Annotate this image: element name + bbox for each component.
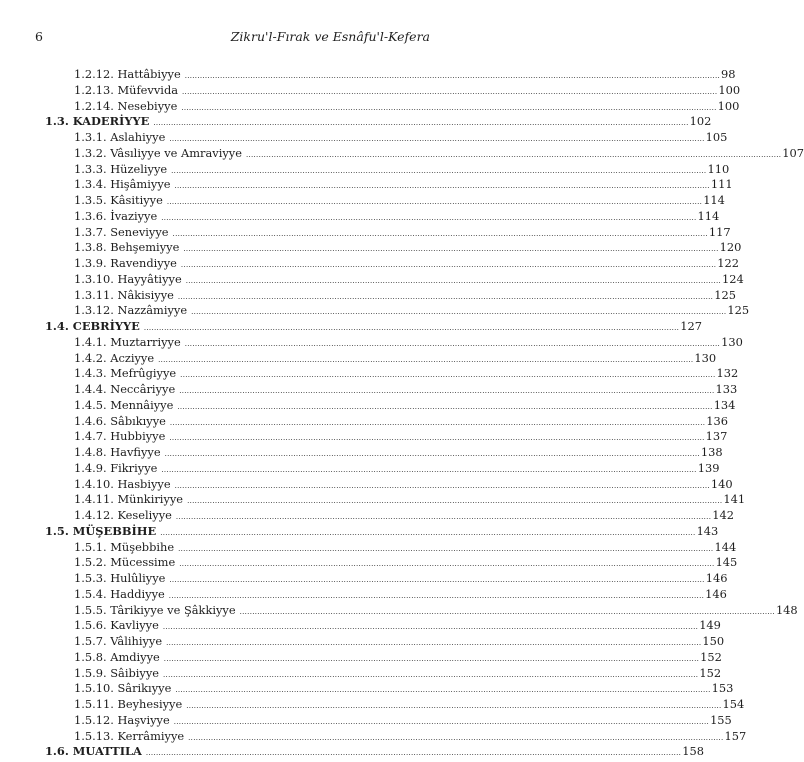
dot-leader: .................................................................................................................................................................................................................... [160,528,696,537]
toc-entry-label: 1.3.10. Hayyâtiyye [74,271,182,286]
toc-page-number: 110 [707,161,730,176]
dot-leader: .................................................................................................................................................................................................................... [158,355,694,364]
toc-entry-row [45,712,732,729]
dot-leader: .................................................................................................................................................................................................................... [188,733,724,742]
toc-entry-label: 1.5.1. Müşebbihe [74,539,175,554]
dot-leader: .................................................................................................................................................................................................................... [171,166,707,175]
toc-entry-label: 1.5.6. Kavliyye [74,618,159,633]
toc-page-number: 158 [682,744,704,759]
toc-page-number: 137 [705,429,728,444]
dot-leader: .................................................................................................................................................................................................................... [173,717,710,726]
toc-entry-row [45,555,738,571]
toc-entry-label: 1.5. MÜŞEBBİHE [45,523,157,538]
toc-entry-row [45,429,728,445]
toc-entry-label: 1.5.12. Haşviyye [74,712,170,727]
toc-entry-row [45,634,725,650]
dot-leader: .................................................................................................................................................................................................................... [239,607,775,616]
toc-page-number: 105 [705,130,728,144]
toc-entry-label: 1.4.10. Hasbiyye [74,476,171,491]
toc-entry-label: 1.3.4. Hişâmiyye [74,177,171,192]
toc-page-number: 130 [694,350,717,365]
toc-page-number: 125 [714,287,736,302]
toc-entry-row [45,161,730,178]
toc-entry-row [45,681,734,697]
toc-entry-label: 1.3.8. Behşemiyye [74,240,180,255]
dot-leader: .................................................................................................................................................................................................................... [191,308,727,317]
toc-entry-label: 1.4. CEBRİYYE [45,319,140,333]
toc-entry-label: 1.5.3. Hulûliyye [74,571,166,585]
page-header [35,29,430,45]
toc-entry-row [45,382,738,398]
toc-entry-label: 1.2.12. Hattâbiyye [74,67,181,81]
toc-entry-row [45,98,740,115]
toc-entry-row [45,271,744,288]
dot-leader: .................................................................................................................................................................................................................... [143,324,680,332]
toc-page-number: 114 [703,193,725,207]
toc-entry-row [45,665,722,682]
toc-entry-label: 1.2.14. Nesebiyye [74,98,178,113]
dot-leader: .................................................................................................................................................................................................................... [180,261,717,269]
dot-leader: .................................................................................................................................................................................................................... [163,654,700,663]
toc-entry-row [45,728,747,745]
toc-entry-label: 1.5.13. Kerrâmiyye [74,728,185,743]
dot-leader: .................................................................................................................................................................................................................... [164,450,700,458]
running-title: Zikru'l-Fırak ve Esnâfu'l-Kefera [230,29,430,44]
toc-entry-row [45,193,725,209]
page-number: 6 [35,29,43,44]
toc-entry-row [45,492,746,508]
toc-section-row [45,744,704,760]
toc-entry-row [45,366,739,382]
dot-leader: .................................................................................................................................................................................................................... [163,670,699,679]
toc-page-number: 152 [700,649,722,664]
toc-entry-label: 1.4.7. Hubbiyye [74,429,166,444]
dot-leader: .................................................................................................................................................................................................................... [174,481,710,490]
toc-page-number: 136 [706,413,728,428]
dot-leader: .................................................................................................................................................................................................................... [168,591,705,600]
dot-leader: .................................................................................................................................................................................................................... [178,544,714,553]
toc-entry-label: 1.3.12. Nazzâmiyye [74,303,188,318]
toc-page-number: 125 [727,303,750,318]
dot-leader: .................................................................................................................................................................................................................... [182,87,718,96]
toc-entry-label: 1.4.6. Sâbıkıyye [74,413,166,428]
toc-page-number: 111 [710,177,733,192]
dot-leader: .................................................................................................................................................................................................................... [185,276,722,285]
toc-page-number: 149 [699,618,721,633]
toc-entry-row [45,397,736,414]
toc-entry-row [45,649,722,666]
toc-entry-label: 1.4.5. Mennâiyye [74,397,174,412]
dot-leader: .................................................................................................................................................................................................................... [184,72,721,80]
dot-leader: .................................................................................................................................................................................................................... [177,292,714,301]
toc-page-number: 127 [680,319,702,333]
toc-page-number: 120 [719,240,742,255]
dot-leader: .................................................................................................................................................................................................................... [186,702,722,710]
toc-entry-label: 1.4.3. Mefrûgiyye [74,366,177,381]
dot-leader: .................................................................................................................................................................................................................... [183,245,719,254]
toc-page-number: 139 [697,460,720,475]
toc-page-number: 107 [782,145,804,160]
toc-entry-row [45,350,717,367]
toc-page-number: 153 [711,681,734,696]
dot-leader: .................................................................................................................................................................................................................... [177,402,713,411]
toc-entry-label: 1.5.11. Beyhesiyye [74,697,183,711]
toc-entry-row [45,508,734,524]
toc-entry-label: 1.4.12. Keseliyye [74,508,172,522]
toc-entry-label: 1.4.9. Fikriyye [74,460,158,475]
dot-leader: .................................................................................................................................................................................................................... [169,576,705,584]
toc-entry-label: 1.4.1. Muztarriyye [74,334,181,349]
toc-page-number: 145 [715,555,738,570]
dot-leader: .................................................................................................................................................................................................................... [169,418,706,427]
toc-entry-row [45,67,736,83]
toc-entry-label: 1.3.1. Aslahiyye [74,130,166,144]
dot-leader: .................................................................................................................................................................................................................... [174,182,710,191]
toc-entry-row [45,571,728,587]
toc-entry-label: 1.5.8. Amdiyye [74,649,160,664]
dot-leader: .................................................................................................................................................................................................................... [161,465,697,474]
toc-page-number: 154 [722,697,745,711]
dot-leader: .................................................................................................................................................................................................................... [181,103,717,112]
toc-entry-row [45,697,745,713]
toc-entry-label: 1.5.5. Târikiyye ve Şâkkiyye [74,602,236,617]
toc-page-number: 138 [700,445,723,459]
dot-leader: .................................................................................................................................................................................................................... [175,686,711,695]
toc-entry-row [45,539,737,556]
toc-page-number: 98 [721,67,736,81]
toc-page-number: 114 [697,208,720,223]
toc-entry-label: 1.3.6. İvaziyye [74,208,158,223]
toc-entry-row [45,618,721,634]
toc-entry-row [45,224,731,241]
toc-entry-row [45,460,720,477]
toc-page-number: 132 [716,366,739,381]
toc-page-number: 124 [722,271,744,286]
toc-page-number: 117 [708,224,731,239]
toc-section-row [45,319,702,335]
toc-page-number: 122 [717,256,739,270]
toc-entry-label: 1.3.7. Seneviyye [74,224,169,239]
toc-entry-row [45,602,798,619]
toc-page-number: 146 [705,571,728,585]
dot-leader: .................................................................................................................................................................................................................... [187,497,723,506]
toc-entry-row [45,208,720,225]
dot-leader: .................................................................................................................................................................................................................... [153,119,689,128]
toc-page-number: 100 [718,82,741,97]
toc-page-number: 146 [705,586,727,601]
dot-leader: .................................................................................................................................................................................................................... [172,229,708,238]
toc-entry-row [45,256,739,272]
toc-page-number: 102 [689,114,712,129]
toc-entry-row [45,240,742,256]
toc-entry-row [45,303,750,319]
toc-entry-label: 1.4.11. Münkiriyye [74,492,184,507]
toc-page-number: 130 [721,334,743,349]
toc-page-number: 141 [723,492,746,507]
toc-entry-label: 1.5.7. Vâlihiyye [74,634,163,648]
toc-section-row [45,523,719,540]
toc-page-number: 157 [724,728,747,743]
toc-entry-label: 1.3.3. Hüzeliyye [74,161,168,176]
toc-entry-label: 1.4.2. Acziyye [74,350,155,365]
toc-entry-label: 1.2.13. Müfevvida [74,82,179,97]
toc-entry-label: 1.4.8. Havfiyye [74,445,161,459]
toc-entry-label: 1.4.4. Neccâriyye [74,382,176,396]
toc-entry-label: 1.5.10. Sârikıyye [74,681,172,696]
toc-entry-row [45,413,728,430]
dot-leader: .................................................................................................................................................................................................................... [184,339,721,348]
toc-entry-label: 1.3.11. Nâkisiyye [74,287,174,302]
dot-leader: .................................................................................................................................................................................................................... [179,387,715,395]
toc-page-number: 100 [717,98,740,113]
toc-page-number: 143 [696,523,719,538]
toc-entry-row [45,177,733,193]
toc-entry-row [45,476,733,493]
toc-entry-row [45,445,723,461]
toc-page-number: 152 [699,665,722,680]
toc-entry-label: 1.5.4. Haddiyye [74,586,165,601]
dot-leader: .................................................................................................................................................................................................................... [161,213,697,222]
toc-page-number: 133 [715,382,738,396]
toc-entry-label: 1.5.9. Sâibiyye [74,665,160,680]
toc-entry-row [45,586,727,603]
toc-entry-row [45,130,728,146]
table-of-contents [45,67,804,760]
toc-entry-row [45,334,743,351]
dot-leader: .................................................................................................................................................................................................................... [162,623,699,632]
dot-leader: .................................................................................................................................................................................................................... [175,513,712,521]
toc-entry-row [45,287,736,304]
toc-page-number: 142 [712,508,734,522]
dot-leader: .................................................................................................................................................................................................................... [169,135,705,143]
dot-leader: .................................................................................................................................................................................................................... [180,371,716,380]
toc-entry-label: 1.3. KADERİYYE [45,114,150,129]
toc-section-row [45,114,712,130]
toc-entry-label: 1.5.2. Mücessime [74,555,176,570]
toc-entry-label: 1.3.9. Ravendiyye [74,256,177,270]
toc-page-number: 134 [713,397,736,412]
dot-leader: .................................................................................................................................................................................................................... [166,639,702,647]
toc-entry-label: 1.3.2. Vâsıliyye ve Amraviyye [74,145,242,160]
toc-entry-label: 1.3.5. Kâsitiyye [74,193,163,207]
toc-entry-label: 1.6. MUATTILA [45,744,142,759]
toc-page-number: 140 [710,476,733,491]
dot-leader: .................................................................................................................................................................................................................... [245,150,782,159]
toc-entry-row [45,82,741,99]
dot-leader: .................................................................................................................................................................................................................... [179,560,715,569]
toc-page-number: 150 [702,634,725,648]
dot-leader: .................................................................................................................................................................................................................... [145,749,682,758]
dot-leader: .................................................................................................................................................................................................................... [169,434,705,443]
toc-page-number: 144 [714,539,737,554]
toc-page-number: 155 [710,712,732,727]
dot-leader: .................................................................................................................................................................................................................... [166,198,703,206]
toc-page-number: 148 [775,602,798,617]
toc-entry-row [45,145,804,162]
